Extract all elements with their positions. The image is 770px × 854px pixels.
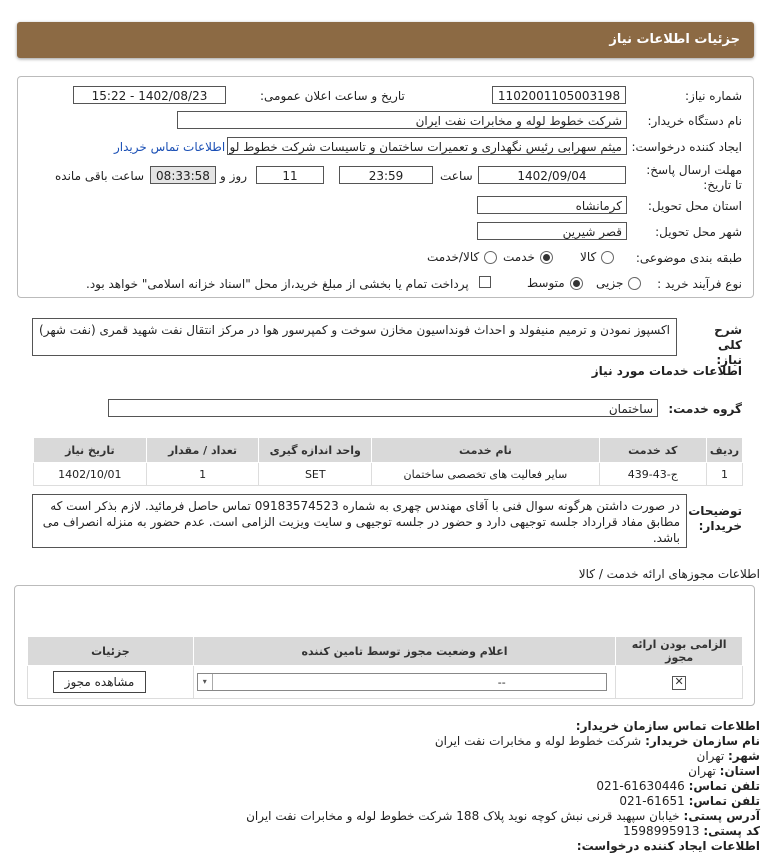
process-option-medium[interactable] (527, 276, 583, 290)
category-option-goods-label: کالا (580, 250, 597, 264)
process-option-medium-label: متوسط (527, 276, 565, 290)
chevron-down-icon[interactable]: ▾ (198, 674, 213, 690)
treasury-checkbox[interactable] (479, 276, 491, 288)
table-row (34, 463, 743, 486)
contact-org-key: نام سازمان خریدار: (645, 734, 760, 748)
col-status: اعلام وضعیت مجوز توسط تامین کننده (193, 637, 616, 666)
cell-status (193, 666, 616, 699)
description-label (692, 323, 742, 368)
buyer-org-field: شرکت خطوط لوله و مخابرات نفت ایران (177, 111, 627, 129)
cell-details (28, 666, 194, 699)
service-group-field: ساختمان (108, 399, 658, 417)
city-label: شهر محل تحویل: (655, 225, 742, 239)
licenses-table (27, 636, 743, 699)
deadline-date-field: 1402/09/04 (478, 166, 626, 184)
creator-label: ایجاد کننده درخواست: (631, 140, 742, 154)
view-license-button[interactable]: مشاهده مجوز (53, 671, 146, 693)
description-label-text: شرح کلی نیاز: (714, 323, 742, 367)
cell-qty: 1 (146, 463, 259, 486)
deadline-label (642, 163, 742, 193)
province-field: کرمانشاه (477, 196, 627, 214)
radio-minor[interactable] (628, 277, 641, 290)
radio-goods[interactable] (601, 251, 614, 264)
col-required: الزامی بودن ارائه مجوز (616, 637, 743, 666)
page-header (17, 22, 754, 58)
category-option-goods-service[interactable] (427, 250, 497, 264)
province-label: استان محل تحویل: (647, 199, 742, 213)
radio-goods-service[interactable] (484, 251, 497, 264)
contact-phone-value: 021-61630446 (596, 779, 685, 793)
cell-name: سایر فعالیت های تخصصی ساختمان (372, 463, 600, 486)
contact-title: اطلاعات تماس سازمان خریدار: (575, 719, 760, 733)
contact-province-value: تهران (688, 764, 716, 778)
licenses-table-wrapper (27, 636, 743, 699)
col-code: کد خدمت (599, 438, 706, 463)
city-field: قصر شیرین (477, 222, 627, 240)
contact-postal-key: کد پستی: (703, 824, 760, 838)
need-number-field: 1102001105003198 (492, 86, 626, 104)
contact-phone-key: تلفن تماس: (688, 779, 760, 793)
announce-field: 1402/08/23 - 15:22 (73, 86, 226, 104)
need-number-label: شماره نیاز: (685, 89, 742, 103)
required-checkbox-icon: ✕ (672, 676, 686, 690)
category-option-service[interactable] (503, 250, 553, 264)
announce-label: تاریخ و ساعت اعلان عمومی: (260, 89, 405, 103)
buyer-contact-link[interactable]: اطلاعات تماس خریدار (114, 140, 226, 154)
category-option-goods-service-label: کالا/خدمت (427, 250, 480, 264)
contact-postal-value: 1598995913 (623, 824, 700, 838)
col-unit: واحد اندازه گیری (259, 438, 372, 463)
col-name: نام خدمت (372, 438, 600, 463)
contact-address-value: خیابان سپهبد قرنی نبش کوچه نوید پلاک 188 شرکت خطوط لوله و مخابرات نفت ایران (246, 809, 680, 823)
deadline-time-field: 23:59 (339, 166, 433, 184)
services-table-header (34, 438, 743, 463)
cell-code: ج-43-439 (599, 463, 706, 486)
buyer-org-label: نام دستگاه خریدار: (647, 114, 742, 128)
page-title: جزئیات اطلاعات نیاز (609, 32, 740, 47)
col-row: ردیف (706, 438, 742, 463)
services-title: اطلاعات خدمات مورد نیاز (591, 364, 742, 378)
service-group-label: گروه خدمت: (668, 402, 742, 416)
contact-city-key: شهر: (728, 749, 760, 763)
contact-block (15, 719, 760, 854)
process-option-minor-label: جزیی (596, 276, 624, 290)
buyer-notes-label-text: توضیحات خریدار: (688, 504, 742, 533)
cell-date: 1402/10/01 (34, 463, 147, 486)
services-table-wrapper (33, 437, 743, 486)
remaining-time-field: 08:33:58 (150, 166, 216, 184)
services-table (33, 437, 743, 486)
contact-org-value: شرکت خطوط لوله و مخابرات نفت ایران (434, 734, 642, 748)
contact-phone2-key: تلفن تماس: (688, 794, 760, 808)
deadline-label-text: مهلت ارسال پاسخ: تا تاریخ: (646, 163, 742, 192)
col-details: جزئیات (28, 637, 194, 666)
creator-field: میثم سهرابی رئیس نگهداری و تعمیرات ساختمان و تاسیسات شرکت خطوط لو (227, 137, 627, 155)
col-qty: تعداد / مقدار (146, 438, 259, 463)
time-label: ساعت (440, 169, 473, 183)
cell-unit: SET (259, 463, 372, 486)
buyer-notes-text: در صورت داشتن هرگونه سوال فنی با آقای مهندس چهری به شماره 09183574523 تماس حاصل فرمائید. لازم بذکر است که مطابق مفاد قرارداد جلسه توجیهی دارد و حضور در جلسه توجیهی و سایت ویزیت الزامی است. عدم حضور به منزله انصراف می باشد. (32, 494, 687, 548)
category-option-service-label: خدمت (503, 250, 535, 264)
contact-province-key: استان: (719, 764, 760, 778)
contact-phone2-value: 021-61651 (619, 794, 685, 808)
process-option-minor[interactable] (596, 276, 641, 290)
buyer-notes-label (687, 504, 742, 534)
license-status-select[interactable] (197, 673, 607, 691)
contact-creator-title: اطلاعات ایجاد کننده درخواست: (576, 839, 760, 853)
process-label: نوع فرآیند خرید : (657, 277, 742, 291)
category-option-goods[interactable] (580, 250, 614, 264)
radio-service[interactable] (540, 251, 553, 264)
days-field: 11 (256, 166, 324, 184)
radio-medium[interactable] (570, 277, 583, 290)
license-row (28, 666, 743, 699)
payment-note: پرداخت تمام یا بخشی از مبلغ خرید،از محل "اسناد خزانه اسلامی" خواهد بود. (86, 277, 469, 291)
contact-city-value: تهران (696, 749, 725, 763)
category-label: طبقه بندی موضوعی: (635, 251, 742, 265)
col-date: تاریخ نیاز (34, 438, 147, 463)
description-text: اکسپوز نمودن و ترمیم منیفولد و احداث فونداسیون مخازن سوخت و کمپرسور هوا در مرکز انتقال نفت شهید قمری (نفت شهر) (32, 318, 677, 356)
licenses-title: اطلاعات مجوزهای ارائه خدمت / کالا (578, 567, 760, 581)
cell-row: 1 (706, 463, 742, 486)
days-label: روز و (220, 169, 247, 183)
contact-address-key: آدرس پستی: (683, 809, 760, 823)
cell-required (616, 666, 743, 699)
licenses-table-header (28, 637, 743, 666)
remaining-label: ساعت باقی مانده (55, 169, 145, 183)
license-status-value: -- (497, 675, 506, 689)
